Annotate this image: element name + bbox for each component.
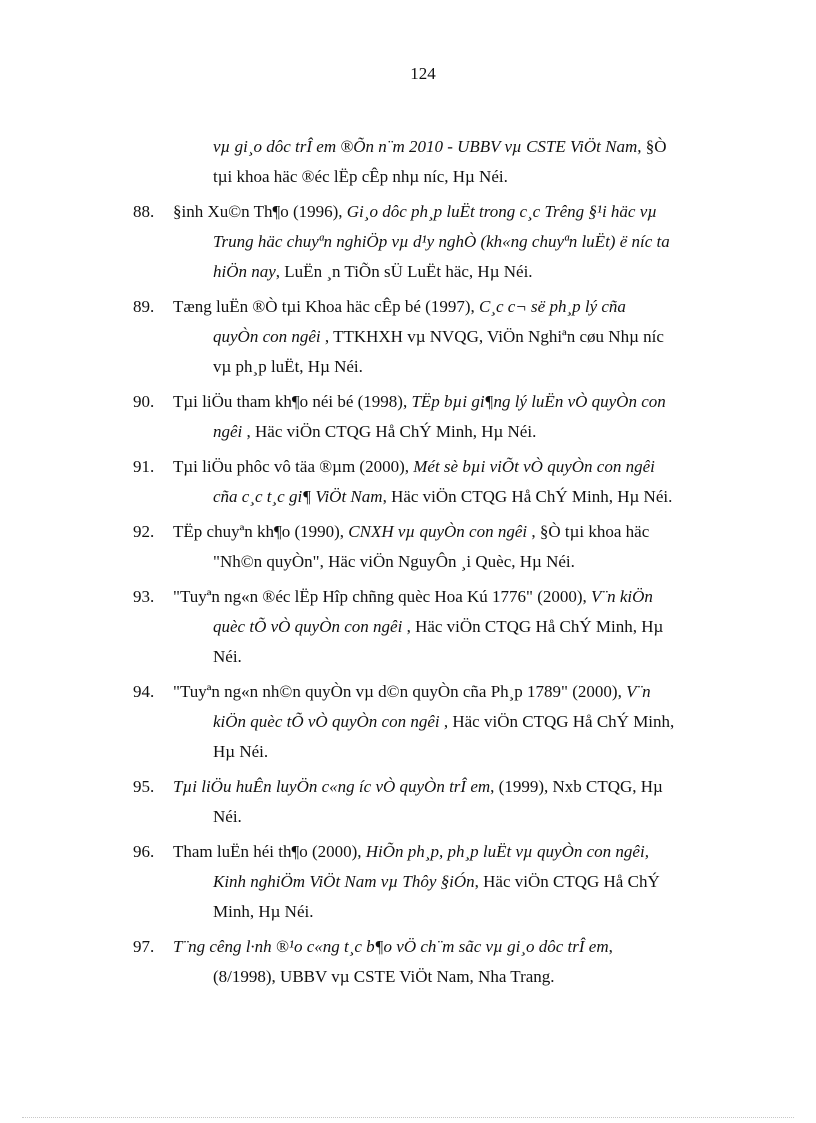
reference-text: vµ ph¸p luËt, Hµ Néi. (213, 357, 363, 376)
reference-title-text: C¸c c¬ së ph¸p lý cña (478, 297, 626, 316)
reference-title-text: T¨ng cêng l·nh ®¹o c«ng t¸c b¶o vÖ ch¨m sãc vµ gi¸o dôc trÎ em (173, 937, 609, 956)
page-number: 124 (410, 64, 436, 83)
reference-text: , Häc viÖn CTQG Hå ChÝ (474, 872, 660, 891)
reference-body (173, 452, 739, 512)
reference-body (173, 582, 739, 672)
reference-title-text: TËp bµi gi¶ng lý luËn vÒ quyÒn con (411, 392, 666, 411)
reference-title-text: Mét sè bµi viÕt vÒ quyÒn con ngêi (413, 457, 655, 476)
reference-body (173, 292, 739, 382)
reference-line (213, 867, 739, 897)
reference-text: "Tuyªn ng«n ®éc lËp Hîp chñng quèc Hoa Kú 1776" (2000), (173, 587, 592, 606)
reference-entry (133, 292, 739, 382)
reference-body (173, 677, 739, 767)
reference-text: TËp chuyªn kh¶o (1990), (173, 522, 349, 541)
reference-text: , TTKHXH vµ NVQG, ViÖn Nghiªn cøu Nhµ níc (324, 327, 664, 346)
reference-entry (133, 772, 739, 832)
reference-line (213, 707, 739, 737)
reference-text: , §Ò (637, 137, 667, 156)
reference-title-text: ngêi (213, 422, 247, 441)
reference-title-text: kiÖn quèc tÕ vÒ quyÒn con ngêi (213, 712, 444, 731)
reference-line (213, 802, 739, 832)
reference-number: 93. (133, 587, 155, 606)
reference-title-text: Kinh nghiÖm ViÖt Nam vµ Thôy §iÓn (213, 872, 475, 891)
reference-text: , Häc viÖn CTQG Hå ChÝ Minh, Hµ (406, 617, 664, 636)
reference-body (173, 932, 739, 992)
reference-title-text: CNXH vµ quyÒn con ngêi (348, 522, 532, 541)
reference-line (213, 162, 739, 192)
reference-number: 92. (133, 522, 155, 541)
reference-line (173, 292, 739, 322)
reference-title-text: quèc tÕ vÒ quyÒn con ngêi (213, 617, 407, 636)
reference-body (213, 132, 739, 192)
reference-line (173, 387, 739, 417)
reference-line (213, 897, 739, 927)
reference-line (213, 322, 739, 352)
reference-title-text: V¨n (626, 682, 651, 701)
page-bottom-divider (22, 1117, 794, 1118)
reference-line (173, 772, 739, 802)
reference-entry (133, 197, 739, 287)
reference-text: Tµi liÖu tham kh¶o néi bé (1998), (173, 392, 412, 411)
reference-line (213, 257, 739, 287)
reference-line (213, 352, 739, 382)
reference-number: 94. (133, 682, 155, 701)
reference-entry (133, 452, 739, 512)
reference-text: Tæng luËn ®Ò tµi Khoa häc cÊp bé (1997), (173, 297, 479, 316)
reference-text: Tham luËn héi th¶o (2000), (173, 842, 366, 861)
reference-body (173, 387, 739, 447)
reference-title-text: cña c¸c t¸c gi¶ ViÖt Nam (213, 487, 383, 506)
reference-number: 90. (133, 392, 155, 411)
reference-number: 88. (133, 202, 155, 221)
reference-title-text: HiÕn ph¸p, ph¸p luËt vµ quyÒn con ngêi, (365, 842, 649, 861)
reference-entry (133, 582, 739, 672)
reference-text: Minh, Hµ Néi. (213, 902, 314, 921)
reference-title-text: vµ gi¸o dôc trÎ em ®Õn n¨m 2010 - UBBV vµ CSTE ViÖt Nam (213, 137, 638, 156)
reference-title-text: Tµi liÖu huÊn luyÖn c«ng íc vÒ quyÒn trÎ em (173, 777, 491, 796)
reference-number: 97. (133, 937, 155, 956)
reference-line (173, 582, 739, 612)
reference-line (213, 962, 739, 992)
reference-line (213, 642, 739, 672)
reference-text: tµi khoa häc ®éc lËp cÊp nhµ níc, Hµ Néi. (213, 167, 508, 186)
reference-text: , (608, 937, 613, 956)
reference-title-text: quyÒn con ngêi (213, 327, 325, 346)
reference-number: 96. (133, 842, 155, 861)
reference-line (213, 132, 739, 162)
reference-text: (8/1998), UBBV vµ CSTE ViÖt Nam, Nha Trang. (213, 967, 555, 986)
reference-body (173, 837, 739, 927)
reference-text: , Häc viÖn CTQG Hå ChÝ Minh, Hµ Néi. (246, 422, 537, 441)
reference-line (213, 482, 739, 512)
reference-line (173, 837, 739, 867)
reference-text: "Nh©n quyÒn", Häc viÖn NguyÔn ¸i Quèc, Hµ Néi. (213, 552, 575, 571)
reference-line (173, 932, 739, 962)
reference-entry (133, 517, 739, 577)
reference-number: 89. (133, 297, 155, 316)
reference-body (173, 197, 739, 287)
reference-line (213, 547, 739, 577)
reference-text: §inh Xu©n Th¶o (1996), (173, 202, 347, 221)
reference-entry (133, 932, 739, 992)
reference-text: Néi. (213, 647, 242, 666)
reference-title-text: V¨n kiÖn (591, 587, 653, 606)
reference-entry (133, 387, 739, 447)
reference-number: 91. (133, 457, 155, 476)
reference-line (213, 612, 739, 642)
reference-line (213, 227, 739, 257)
reference-line (173, 197, 739, 227)
reference-line (213, 417, 739, 447)
reference-title-text: hiÖn nay (213, 262, 276, 281)
reference-line (173, 452, 739, 482)
reference-entry (133, 677, 739, 767)
reference-text: , §Ò tµi khoa häc (531, 522, 650, 541)
reference-body (173, 772, 739, 832)
reference-text: "Tuyªn ng«n nh©n quyÒn vµ d©n quyÒn cña Ph¸p 1789" (2000), (173, 682, 627, 701)
reference-body (173, 517, 739, 577)
reference-text: , (1999), Nxb CTQG, Hµ (490, 777, 663, 796)
reference-entry (133, 837, 739, 927)
reference-line (173, 517, 739, 547)
reference-title-text: Gi¸o dôc ph¸p luËt trong c¸c Trêng §¹i häc vµ (346, 202, 658, 221)
reference-text: , Häc viÖn CTQG Hå ChÝ Minh, Hµ Néi. (382, 487, 673, 506)
reference-text: Néi. (213, 807, 242, 826)
reference-number: 95. (133, 777, 155, 796)
reference-list (133, 132, 739, 997)
reference-title-text: Trung häc chuyªn nghiÖp vµ d¹y nghÒ (kh«ng chuyªn luËt) ë níc ta (213, 232, 670, 251)
reference-line (213, 737, 739, 767)
reference-continuation (133, 132, 739, 192)
reference-text: , Häc viÖn CTQG Hå ChÝ Minh, (443, 712, 675, 731)
reference-text: Hµ Néi. (213, 742, 269, 761)
reference-text: Tµi liÖu phôc vô täa ®µm (2000), (173, 457, 414, 476)
reference-line (173, 677, 739, 707)
reference-text: , LuËn ¸n TiÕn sÜ LuËt häc, Hµ Néi. (275, 262, 533, 281)
